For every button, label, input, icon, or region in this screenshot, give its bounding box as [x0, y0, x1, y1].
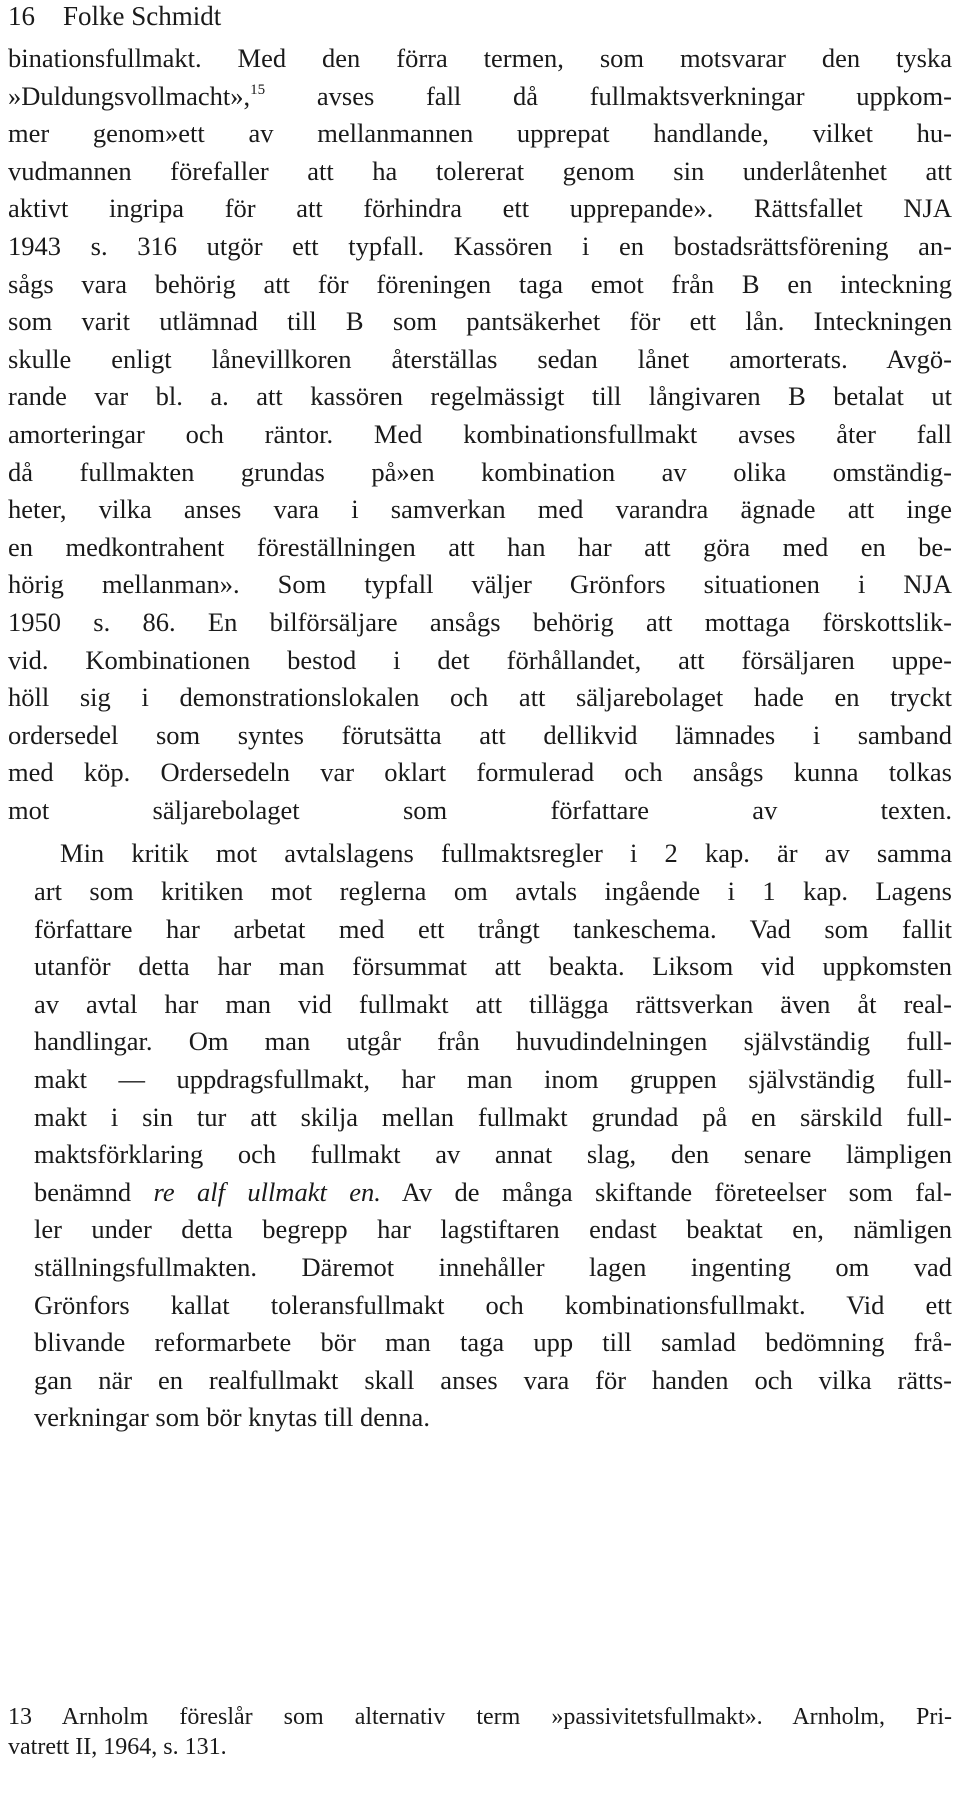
- text-line: ställningsfullmakten. Däremot innehåller lagen ingenting om vad: [34, 1252, 952, 1282]
- text-line: hörig mellanman». Som typfall väljer Grönfors situationen i NJA: [8, 569, 952, 600]
- footnote: [8, 1702, 952, 1762]
- text-line: 1943 s. 316 utgör ett typfall. Kassören i en bostadsrättsförening an-: [8, 230, 952, 261]
- text-line: som varit utlämnad till B som pantsäkerhet för ett lån. Inteckningen: [8, 306, 952, 337]
- text-span: »Duldungsvollmacht»,: [8, 80, 251, 111]
- text-line: av avtal har man vid fullmakt att tillägga rättsverkan även åt real-: [34, 988, 952, 1019]
- text-line: vudmannen förefaller att ha tolererat genom sin underlåtenhet att: [8, 155, 952, 186]
- text-line: heter, vilka anses vara i samverkan med varandra ägnade att inge: [8, 494, 952, 525]
- text-line: skulle enligt lånevillkoren återställas sedan lånet amorterats. Avgö-: [8, 343, 952, 374]
- text-line: höll sig i demonstrationslokalen och att säljarebolaget hade en tryckt: [8, 682, 952, 713]
- page-number: 16: [8, 1, 35, 31]
- text-line: Grönfors kallat toleransfullmakt och kombinationsfullmakt. Vid ett: [34, 1289, 952, 1320]
- text-line: vid. Kombinationen bestod i det förhållandet, att försäljaren uppe-: [8, 644, 952, 675]
- text-span: benämnd: [34, 1176, 154, 1207]
- text-line: amorteringar och räntor. Med kombinationsfullmakt avses åter fall: [8, 418, 952, 449]
- book-page: [8, 0, 952, 1796]
- text-line: verkningar som bör knytas till denna.: [34, 1402, 430, 1433]
- text-line: utanför detta har man försummat att beakta. Liksom vid uppkomsten: [34, 951, 952, 982]
- main-text: [8, 40, 952, 1437]
- text-line: makt — uppdragsfullmakt, har man inom gruppen självständig full-: [34, 1064, 952, 1095]
- text-line: sågs vara behörig att för föreningen taga emot från B en inteckning: [8, 268, 952, 299]
- paragraph: [8, 40, 952, 829]
- running-header: [8, 0, 952, 40]
- text-line: mot säljarebolaget som författare av texten.: [8, 794, 952, 825]
- italic-term: re alf ullmakt en.: [153, 1176, 381, 1207]
- paragraph: [8, 835, 952, 1437]
- text-line: [8, 1174, 952, 1212]
- text-line: rande var bl. a. att kassören regelmässigt till långivaren B betalat ut: [8, 381, 952, 412]
- text-line: författare har arbetat med ett trångt tankeschema. Vad som fallit: [34, 913, 952, 944]
- text-line: [8, 78, 952, 116]
- text-line: blivande reformarbete bör man taga upp till samlad bedömning frå-: [34, 1327, 952, 1358]
- text-line: då fullmakten grundas på»en kombination av olika omständig-: [8, 456, 952, 487]
- text-line: aktivt ingripa för att förhindra ett upprepande». Rättsfallet NJA: [8, 193, 952, 224]
- text-line: makt i sin tur att skilja mellan fullmakt grundad på en särskild full-: [34, 1101, 952, 1132]
- text-line: binationsfullmakt. Med den förra termen, som motsvarar den tyska: [8, 43, 952, 73]
- text-span: avses fall då fullmaktsverkningar uppkom-: [265, 80, 952, 111]
- text-line: art som kritiken mot reglerna om avtals ingående i 1 kap. Lagens: [34, 876, 952, 907]
- text-line: med köp. Ordersedeln var oklart formulerad och ansågs kunna tolkas: [8, 757, 952, 788]
- running-header-author: Folke Schmidt: [63, 1, 222, 31]
- footnote-line: 13 Arnholm föreslår som alternativ term »passivitetsfullmakt». Arnholm, Pri-: [8, 1704, 952, 1730]
- text-line: ordersedel som syntes förutsätta att dellikvid lämnades i samband: [8, 719, 952, 750]
- text-line: ler under detta begrepp har lagstiftaren endast beaktat en, nämligen: [34, 1214, 952, 1245]
- text-span: Av de många skiftande företeelser som fal-: [380, 1176, 952, 1207]
- text-line: Min kritik mot avtalslagens fullmaktsregler i 2 kap. är av samma: [60, 838, 952, 869]
- text-line: mer genom»ett av mellanmannen upprepat handlande, vilket hu-: [8, 118, 952, 149]
- text-line: maktsförklaring och fullmakt av annat slag, den senare lämpligen: [34, 1139, 952, 1170]
- text-line: gan när en realfullmakt skall anses vara för handen och vilka rätts-: [34, 1364, 952, 1395]
- text-line: 1950 s. 86. En bilförsäljare ansågs behörig att mottaga förskottslik-: [8, 606, 952, 637]
- footnote-reference: 15: [250, 81, 266, 98]
- text-line: en medkontrahent föreställningen att han har att göra med en be-: [8, 531, 952, 562]
- text-line: handlingar. Om man utgår från huvudindelningen självständig full-: [34, 1026, 952, 1057]
- footnote-line: vatrett II, 1964, s. 131.: [8, 1734, 227, 1760]
